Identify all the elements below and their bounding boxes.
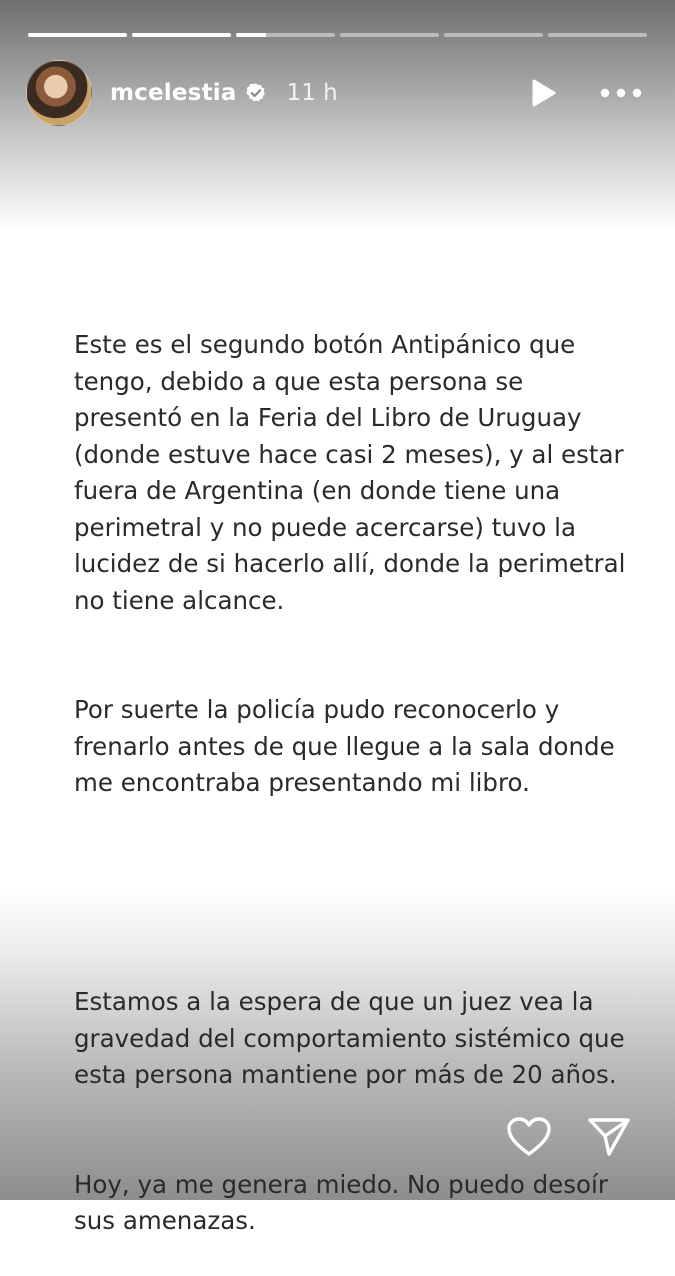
send-icon xyxy=(587,1116,631,1158)
play-icon xyxy=(530,78,558,108)
story-paragraph: Por suerte la policía pudo reconocerlo y frenarlo antes de que llegue a la sala donde me encontraba presentando mi libro. xyxy=(74,695,623,797)
like-button[interactable] xyxy=(505,1113,553,1161)
progress-segment-fill xyxy=(28,33,127,37)
share-button[interactable] xyxy=(585,1113,633,1161)
progress-segment xyxy=(340,33,439,37)
progress-segment xyxy=(28,33,127,37)
story-header xyxy=(26,60,649,126)
progress-segment-fill xyxy=(132,33,231,37)
verified-badge-icon xyxy=(245,82,267,104)
progress-segment xyxy=(548,33,647,37)
more-options-icon xyxy=(600,88,642,98)
progress-segment xyxy=(132,33,231,37)
story-paragraph: Estamos a la espera de que un juez vea la gravedad del comportamiento sistémico que esta persona mantiene por más de 20 años. xyxy=(74,987,633,1089)
heart-icon xyxy=(506,1116,552,1158)
progress-segment xyxy=(444,33,543,37)
more-options-button[interactable] xyxy=(599,78,643,108)
story-paragraph: Hoy, ya me genera miedo. No puedo desoír sus amenazas. xyxy=(74,1169,616,1235)
story-paragraph: Este es el segundo botón Antipánico que tengo, debido a que esta persona se presentó en la Feria del Libro de Uruguay (donde estuve hace casi 2 meses), y al estar fuera de Argentina (en donde tiene una perimetral y no puede acercarse) tuvo la lucidez de si hacerlo allí, donde la perimetral no tiene alcance. xyxy=(74,330,634,615)
progress-segment-fill xyxy=(236,33,266,37)
avatar[interactable] xyxy=(26,60,92,126)
play-button[interactable] xyxy=(529,78,559,108)
story-progress-bar xyxy=(28,33,647,37)
post-time: 11 h xyxy=(286,80,338,106)
paragraph-spacer xyxy=(74,875,634,912)
story-actions xyxy=(505,1112,635,1162)
progress-segment xyxy=(236,33,335,37)
username[interactable]: mcelestia xyxy=(110,80,237,106)
